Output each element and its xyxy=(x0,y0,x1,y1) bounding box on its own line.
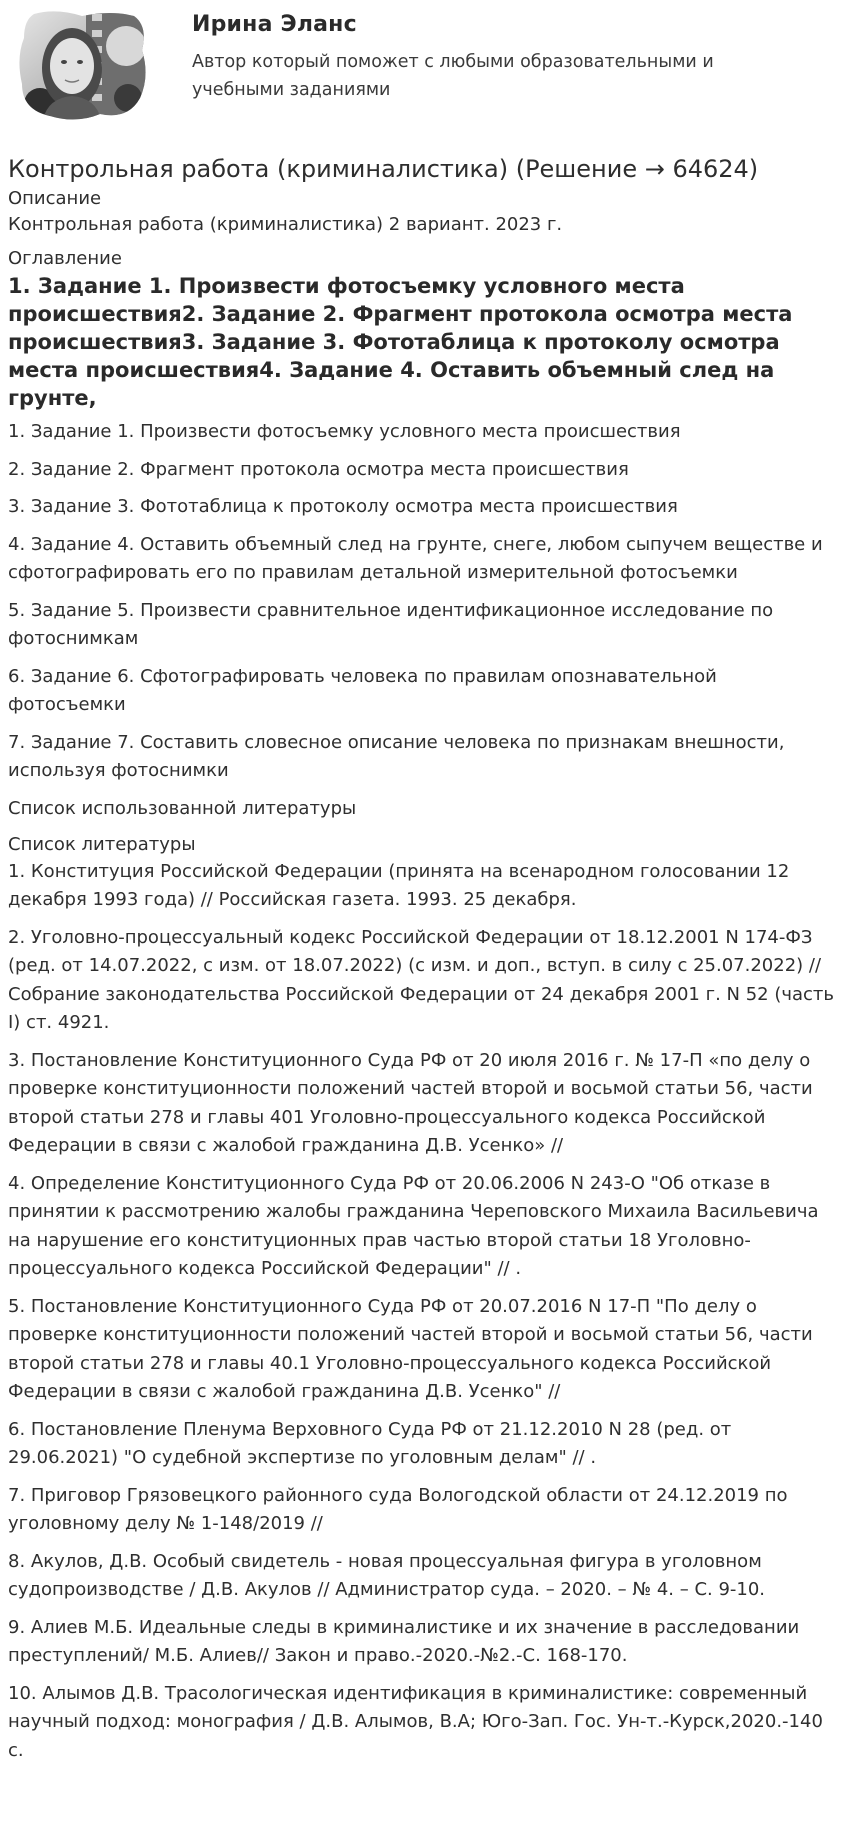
task-item: 7. Задание 7. Составить словесное описание человека по признакам внешности, используя фотоснимки xyxy=(8,731,785,781)
author-name[interactable]: Ирина Эланс xyxy=(192,12,357,37)
literature-item: 8. Акулов, Д.В. Особый свидетель - новая процессуальная фигура в уголовном судопроизводстве / Д.В. Акулов // Администратор суда. – 2020. – № 4. – С. 9-10. xyxy=(8,1550,766,1600)
author-description: Автор который поможет с любыми образовательными и учебными заданиями xyxy=(192,52,714,100)
literature-item: 10. Алымов Д.В. Трасологическая идентификация в криминалистике: современный научный подход: монография / Д.В. Алымов, В.А; Юго-Зап. Гос. Ун-т.-Курск,2020.-140 с. xyxy=(8,1682,823,1761)
author-header xyxy=(8,0,837,140)
literature-item: 7. Приговор Грязовецкого районного суда Вологодской области от 24.12.2019 по уголовному делу № 1-148/2019 // xyxy=(8,1484,788,1534)
document-content xyxy=(8,186,838,1774)
literature-item: 3. Постановление Конституционного Суда РФ от 20 июля 2016 г. № 17-П «по делу о проверке конституционности положений частей второй и восьмой статьи 56, части второй статьи 278 и главы 401 Уголовно-процессуального кодекса Российской Федерации в связи с жалобой гражданина Д.В. Усенко» // xyxy=(8,1049,813,1156)
task-item: 4. Задание 4. Оставить объемный след на грунте, снеге, любом сыпучем веществе и сфотографировать его по правилам детальной измерительной фотосъемки xyxy=(8,533,823,583)
literature-label: Список литературы xyxy=(8,833,196,855)
task-item: 2. Задание 2. Фрагмент протокола осмотра места происшествия xyxy=(8,458,629,480)
description-text: Контрольная работа (криминалистика) 2 вариант. 2023 г. xyxy=(8,214,563,235)
literature-item: 2. Уголовно-процессуальный кодекс Российской Федерации от 18.12.2001 N 174-ФЗ (ред. от 14.07.2022, с изм. от 18.07.2022) (с изм. и доп., вступ. в силу с 25.07.2022) // Собрание законодательства Российской Федерации от 24 декабря 2001 г. N 52 (часть I) ст. 4921. xyxy=(8,926,834,1033)
literature-item: 4. Определение Конституционного Суда РФ от 20.06.2006 N 243-О "Об отказе в принятии к рассмотрению жалобы гражданина Череповского Михаила Васильевича на нарушение его конституционных прав частью второй статьи 18 Уголовно-процессуального кодекса Российской Федерации" // . xyxy=(8,1172,819,1279)
toc-summary: 1. Задание 1. Произвести фотосъемку условного места происшествия2. Задание 2. Фрагмент протокола осмотра места происшествия3. Задание 3. Фототаблица к протоколу осмотра места происшествия4. Задание 4. Оставить объемный след на грунте, xyxy=(8,274,793,410)
literature-item: 6. Постановление Пленума Верховного Суда РФ от 21.12.2010 N 28 (ред. от 29.06.2021) "О судебной экспертизе по уголовным делам" // . xyxy=(8,1418,732,1468)
description-label: Описание xyxy=(8,188,102,209)
author-avatar xyxy=(16,6,151,124)
toc-label: Оглавление xyxy=(8,248,122,269)
task-item: 6. Задание 6. Сфотографировать человека по правилам опознавательной фотосъемки xyxy=(8,665,717,715)
task-item: 1. Задание 1. Произвести фотосъемку условного места происшествия xyxy=(8,421,681,442)
literature-item: 9. Алиев М.Б. Идеальные следы в криминалистике и их значение в расследовании преступлений/ М.Б. Алиев// Закон и право.-2020.-№2.-С. 168-170. xyxy=(8,1616,800,1666)
literature-item: 1. Конституция Российской Федерации (принята на всенародном голосовании 12 декабря 1993 года) // Российская газета. 1993. 25 декабря. xyxy=(8,860,790,910)
document-title: Контрольная работа (криминалистика) (Решение → 64624) xyxy=(8,155,759,183)
task-item: 5. Задание 5. Произвести сравнительное идентификационное исследование по фотоснимкам xyxy=(8,599,774,649)
literature-heading: Список использованной литературы xyxy=(8,797,357,819)
literature-item: 5. Постановление Конституционного Суда РФ от 20.07.2016 N 17-П "По делу о проверке конституционности положений частей второй и восьмой статьи 56, части второй статьи 278 и главы 40.1 Уголовно-процессуального кодекса Российской Федерации в связи с жалобой гражданина Д.В. Усенко" // xyxy=(8,1295,813,1402)
task-item: 3. Задание 3. Фототаблица к протоколу осмотра места происшествия xyxy=(8,496,678,517)
